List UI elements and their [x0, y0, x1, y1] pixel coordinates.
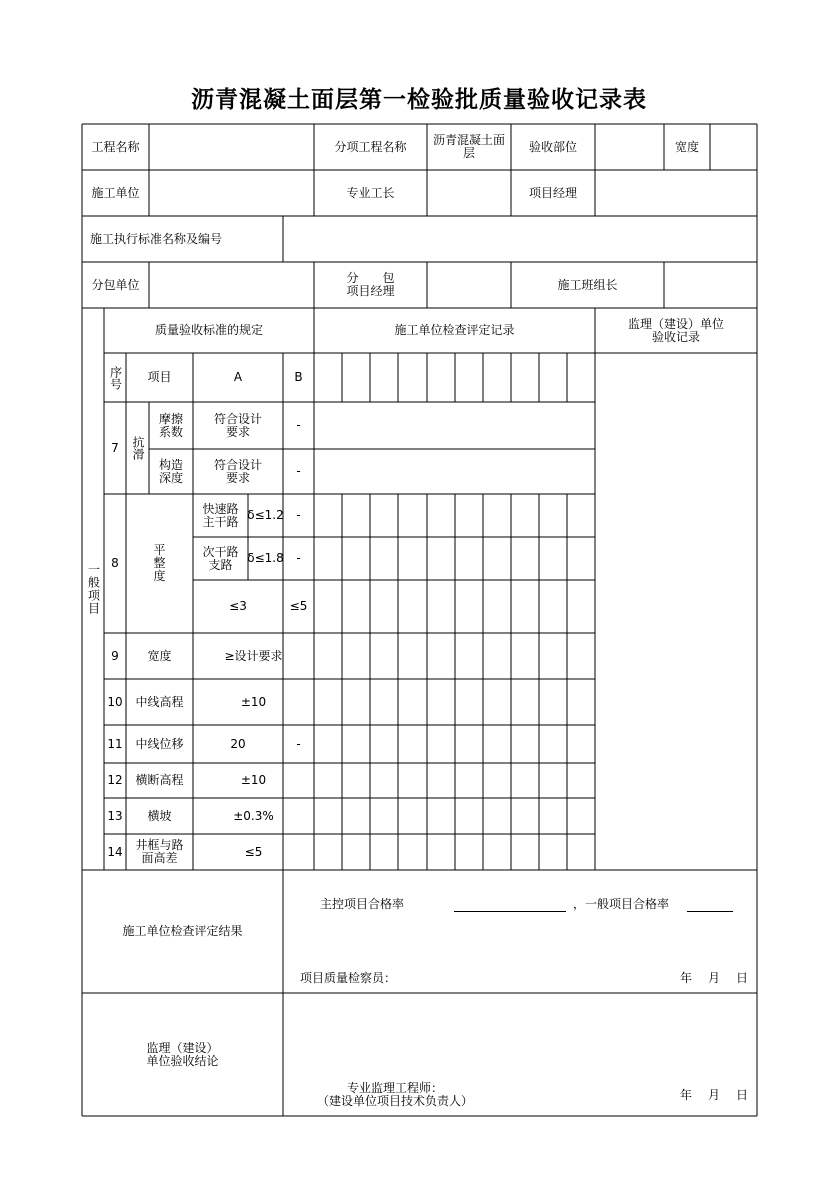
row14-item: 井框与路面高差 — [135, 838, 184, 865]
row10-item: 中线高程 — [135, 694, 184, 709]
sub-pm-value[interactable] — [427, 262, 511, 308]
sub-pm-label-line2: 项目经理 — [346, 284, 395, 298]
project-name-label: 工程名称 — [91, 139, 140, 154]
supervisor-record-line1: 监理（建设）单位 — [627, 316, 724, 331]
main-pass-rate-field[interactable] — [454, 911, 566, 912]
supervisor-record-header — [595, 308, 757, 353]
accept-part-value[interactable] — [595, 124, 664, 170]
general-pass-rate-label: ，一般项目合格率 — [573, 896, 670, 911]
row13-item: 横坡 — [147, 808, 172, 823]
width-label: 宽度 — [674, 139, 699, 154]
supervisor-year: 年 — [679, 1087, 692, 1102]
row8c-b: ≤5 — [289, 599, 308, 613]
result-label: 施工单位检查评定结果 — [122, 924, 243, 938]
row11-a: 20 — [230, 736, 246, 751]
contractor-label: 施工单位 — [91, 185, 140, 200]
supervisor-engineer-line1: 专业监理工程师： — [346, 1081, 443, 1095]
row8-no: 8 — [111, 556, 119, 570]
row9-a: ≥设计要求 — [224, 648, 283, 663]
foreman-label: 专业工长 — [346, 185, 395, 200]
result-day: 日 — [735, 970, 748, 985]
row7b-a: 符合设计要求 — [213, 457, 262, 485]
row7-group: 抗滑 — [131, 436, 145, 460]
row8b-b: - — [296, 551, 301, 565]
side-label-general-items: 一般项目 — [86, 563, 101, 615]
main-pass-rate-label: 主控项目合格率 — [320, 896, 405, 911]
supervisor-record-line2: 验收记录 — [651, 329, 700, 344]
quality-standard-header: 质量验收标准的规定 — [154, 323, 263, 337]
row8c-a: ≤3 — [229, 599, 247, 613]
sub-pm-label-line1: 分 包 — [346, 271, 395, 285]
sub-project-label: 分项工程名称 — [334, 139, 407, 154]
col-b-header: B — [294, 370, 303, 384]
result-month: 月 — [707, 970, 720, 985]
standard-label: 施工执行标准名称及编号 — [90, 231, 223, 246]
row11-item: 中线位移 — [135, 736, 184, 751]
row8-group: 平整度 — [153, 543, 166, 583]
supervisor-day: 日 — [735, 1087, 748, 1102]
row14-a: ≤5 — [244, 844, 263, 859]
row8b-a: δ≤1.8 — [247, 551, 284, 565]
supervisor-engineer-line2: （建设单位项目技术负责人） — [316, 1094, 473, 1108]
row14-no: 14 — [107, 844, 123, 859]
contractor-value[interactable] — [149, 170, 314, 216]
col-item-header: 项目 — [147, 370, 172, 384]
row11-no: 11 — [107, 736, 123, 751]
row8a-a: δ≤1.2 — [247, 508, 284, 522]
row9-no: 9 — [111, 648, 119, 663]
col-a-header: A — [233, 370, 243, 384]
row7b-b: - — [296, 464, 301, 478]
row10-a: ±10 — [240, 694, 267, 709]
row11-b: - — [296, 736, 301, 751]
result-year: 年 — [679, 970, 692, 985]
accept-part-label: 验收部位 — [528, 139, 577, 154]
row7a-b: - — [296, 418, 301, 432]
row12-no: 12 — [107, 773, 123, 787]
project-name-value[interactable] — [149, 124, 314, 170]
team-leader-value[interactable] — [664, 262, 757, 308]
supervisor-conclusion-line1: 监理（建设） — [146, 1040, 219, 1055]
row7b-item: 构造深度 — [158, 457, 183, 485]
supervisor-month: 月 — [707, 1087, 720, 1102]
row7-no: 7 — [111, 440, 119, 455]
row12-item: 横断高程 — [135, 773, 184, 787]
team-leader-label: 施工班组长 — [557, 277, 618, 292]
row8a-b: - — [296, 508, 301, 522]
project-manager-label: 项目经理 — [528, 185, 577, 200]
subcontractor-label: 分包单位 — [91, 277, 140, 292]
subcontractor-value[interactable] — [149, 262, 314, 308]
general-pass-rate-field[interactable] — [687, 911, 733, 912]
standard-value[interactable] — [283, 216, 757, 262]
inspector-label: 项目质量检察员： — [300, 970, 397, 985]
row7a-item: 摩擦系数 — [158, 411, 183, 439]
col-no-header: 序号 — [108, 365, 123, 390]
sub-project-value[interactable]: 沥青混凝土面层 — [433, 133, 506, 160]
row10-no: 10 — [107, 694, 123, 709]
supervisor-engineer-label — [300, 1080, 490, 1110]
sub-pm-label — [314, 262, 427, 308]
row8a-item: 快速路主干路 — [202, 501, 239, 529]
check-record-header: 施工单位检查评定记录 — [394, 323, 515, 337]
page-title: 沥青混凝土面层第一检验批质量验收记录表 — [191, 87, 647, 113]
row12-a: ±10 — [240, 773, 267, 787]
row13-no: 13 — [107, 808, 123, 823]
row8b-item: 次干路支路 — [202, 544, 239, 572]
row7a-a: 符合设计要求 — [213, 411, 262, 439]
project-manager-value[interactable] — [595, 170, 757, 216]
row13-a: ±0.3% — [233, 808, 274, 823]
supervisor-conclusion-line2: 单位验收结论 — [146, 1053, 219, 1068]
row9-item: 宽度 — [147, 648, 172, 663]
width-value[interactable] — [710, 124, 757, 170]
supervisor-conclusion-label — [82, 993, 283, 1116]
foreman-value[interactable] — [427, 170, 511, 216]
